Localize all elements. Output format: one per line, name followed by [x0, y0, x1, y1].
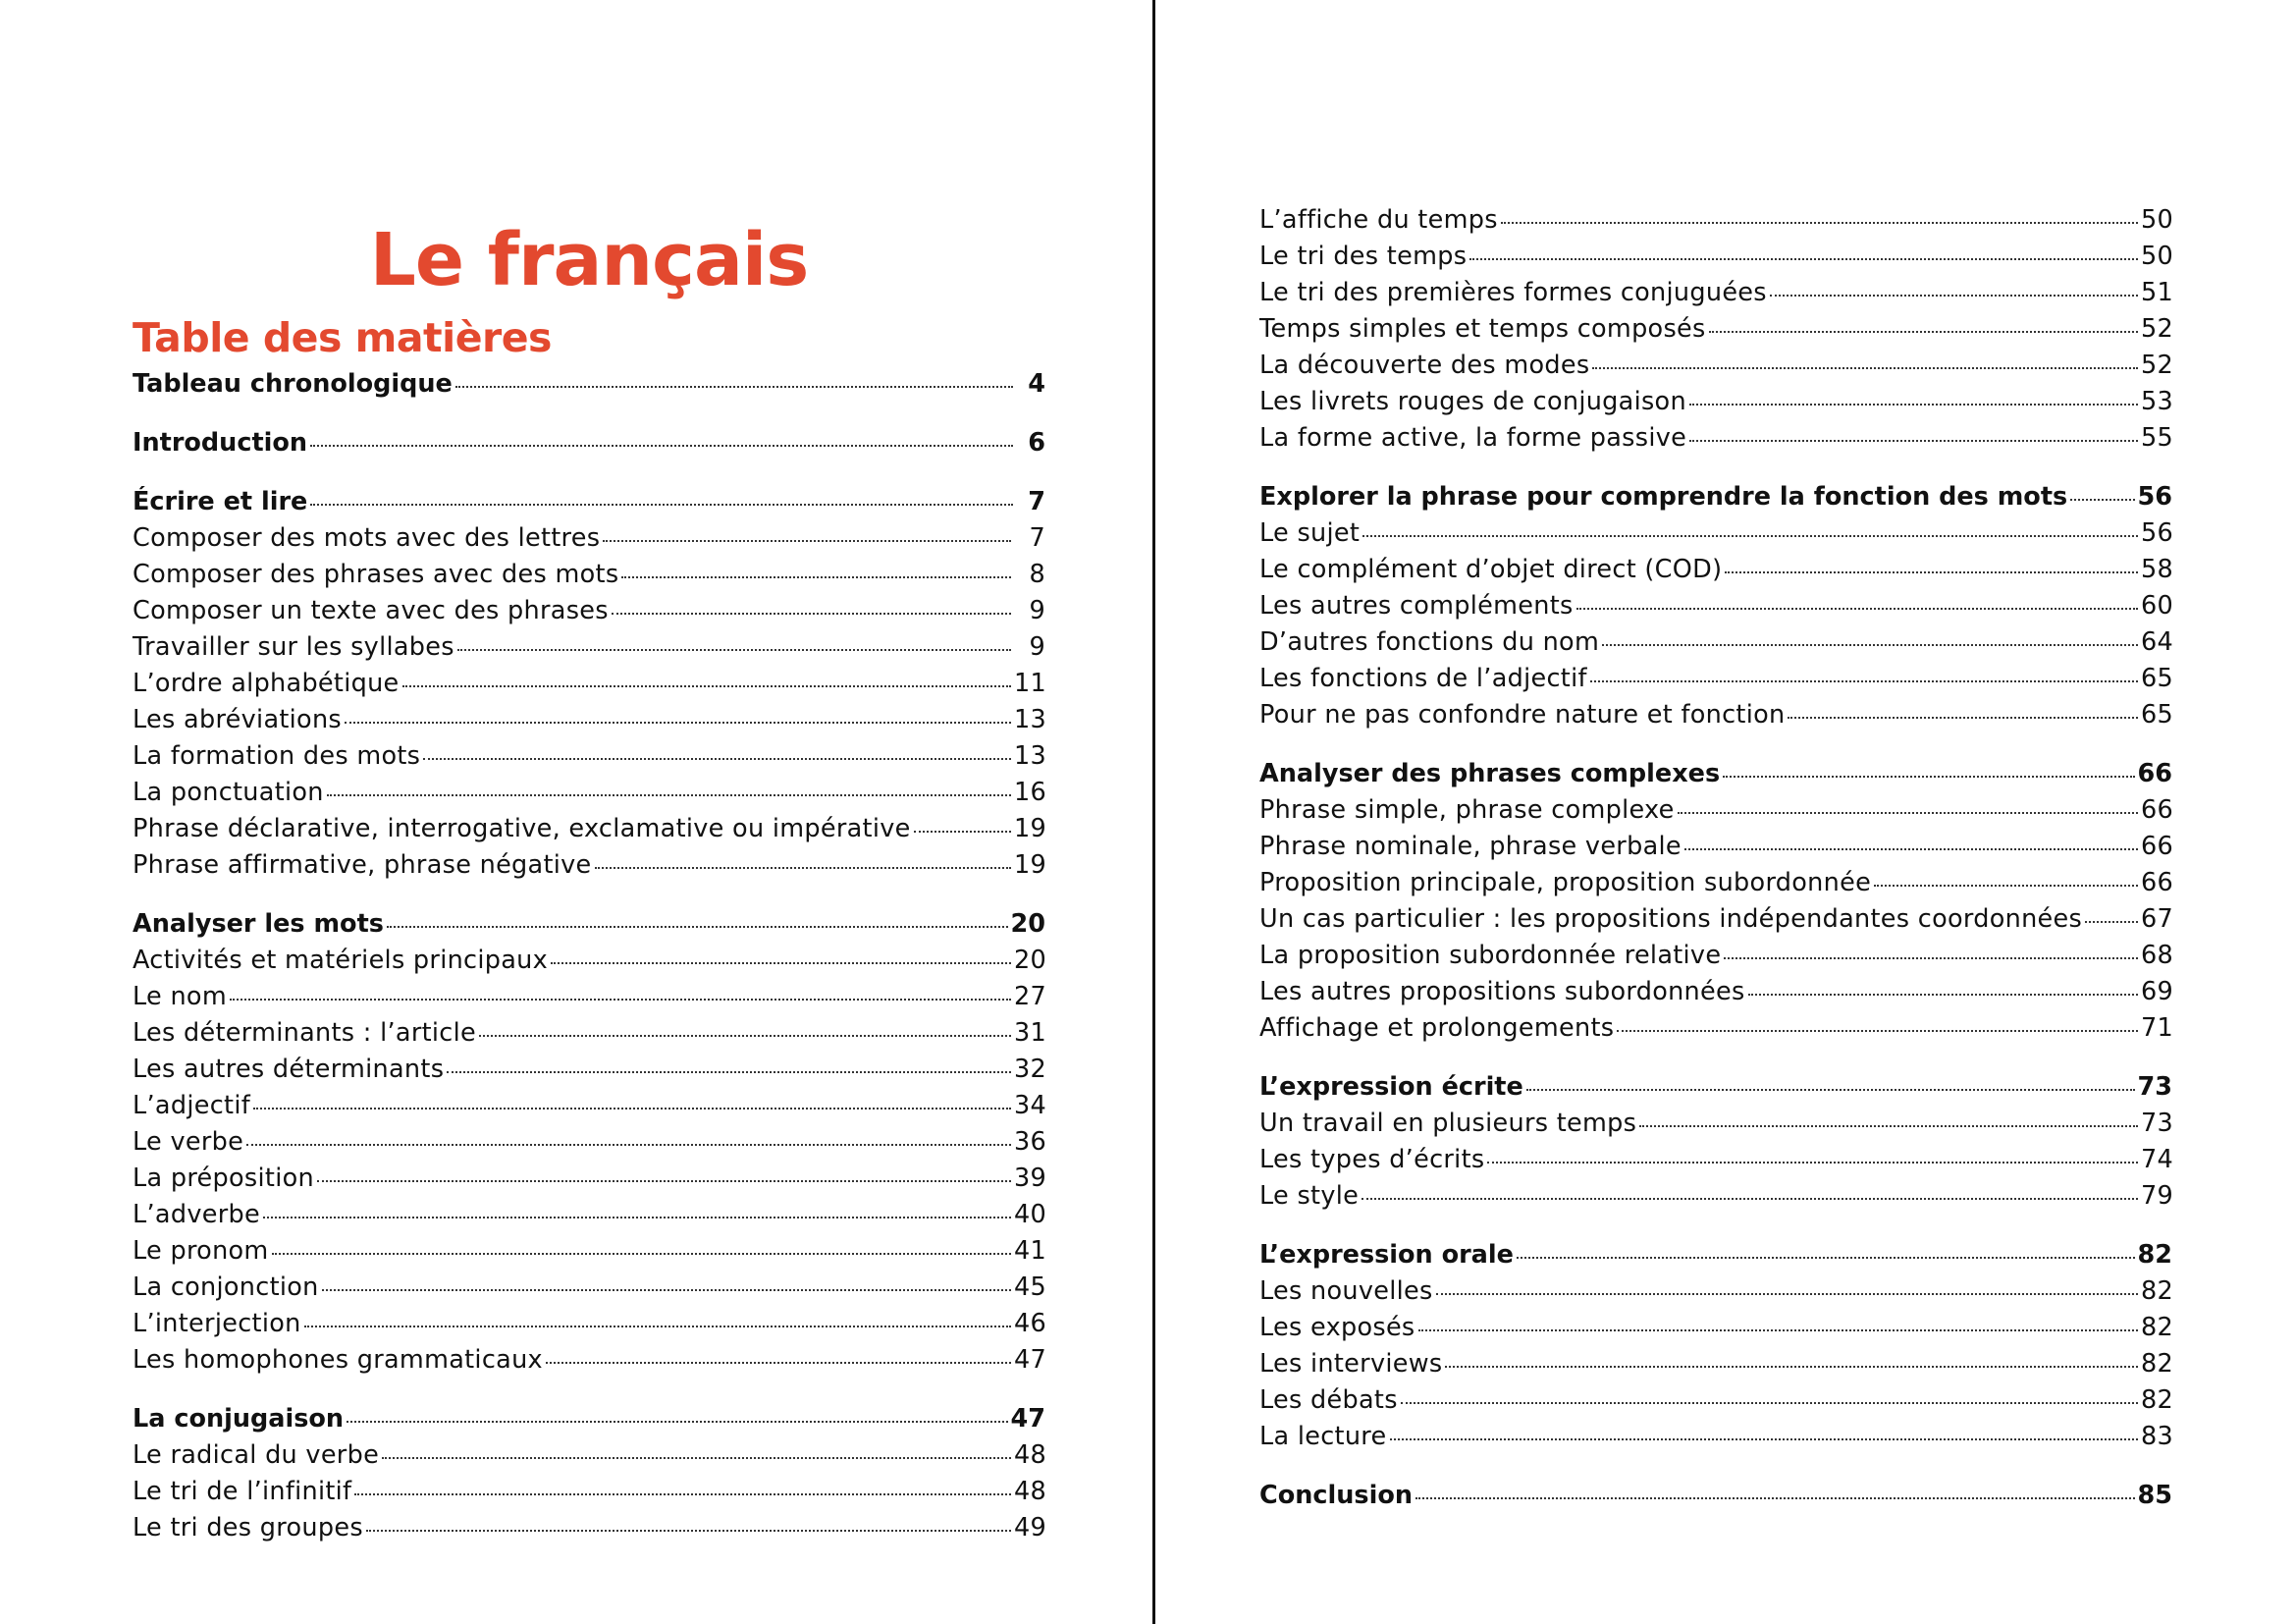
toc-entry-title: Conclusion	[1259, 1481, 1413, 1510]
toc-section	[1259, 1478, 2172, 1514]
toc-section-heading	[133, 1401, 1045, 1437]
dot-leader	[1469, 257, 2138, 260]
toc-section-heading	[1259, 1237, 2172, 1273]
dot-leader	[479, 1034, 1011, 1037]
toc-entry-title: Composer des mots avec des lettres	[133, 523, 601, 553]
toc-entry	[133, 1015, 1045, 1052]
dot-leader	[1526, 1088, 2135, 1091]
toc-entry	[133, 1510, 1045, 1546]
dot-leader	[1436, 1292, 2138, 1295]
toc-page-number: 34	[1014, 1091, 1047, 1120]
toc-section	[133, 425, 1045, 461]
toc-entry-title: Phrase simple, phrase complexe	[1259, 795, 1675, 825]
toc-page-number: 9	[1029, 596, 1045, 625]
toc-section	[1259, 1069, 2172, 1215]
dot-leader	[1445, 1365, 2138, 1368]
toc-entry-title: Le tri des premières formes conjuguées	[1259, 278, 1767, 307]
toc-entry-title: Les débats	[1259, 1385, 1398, 1415]
toc-entry-title: La préposition	[133, 1164, 314, 1193]
toc-right-column	[1259, 202, 2172, 1537]
toc-heading: Table des matières	[133, 314, 552, 362]
dot-leader	[1362, 1197, 2138, 1200]
dot-leader	[551, 961, 1011, 964]
toc-page-number: 71	[2141, 1013, 2174, 1043]
toc-entry	[133, 1437, 1045, 1474]
dot-leader	[1748, 993, 2138, 996]
toc-page-number: 41	[1014, 1236, 1047, 1266]
toc-entry-title: Introduction	[133, 428, 308, 458]
dot-leader	[317, 1179, 1011, 1182]
toc-entry	[133, 738, 1045, 775]
toc-entry-title: Tableau chronologique	[133, 369, 453, 399]
toc-page-number: 7	[1028, 487, 1045, 516]
dot-leader	[1517, 1256, 2135, 1259]
toc-entry-title: Le pronom	[133, 1236, 269, 1266]
toc-section-heading	[133, 484, 1045, 520]
toc-entry	[133, 847, 1045, 884]
toc-entry	[1259, 384, 2172, 420]
dot-leader	[1592, 366, 2138, 369]
toc-page-number: 56	[2141, 518, 2174, 548]
book-spine-divider	[1152, 0, 1155, 1624]
dot-leader	[1689, 439, 2138, 442]
toc-page-number: 13	[1014, 741, 1047, 771]
toc-entry	[133, 1233, 1045, 1270]
dot-leader	[1770, 294, 2138, 297]
toc-entry-title: Le radical du verbe	[133, 1440, 380, 1470]
toc-page-number: 47	[1010, 1404, 1045, 1434]
dot-leader	[1684, 847, 2138, 850]
toc-entry	[133, 1474, 1045, 1510]
toc-page-number: 4	[1028, 369, 1045, 399]
toc-entry	[1259, 829, 2172, 865]
toc-page-number: 82	[2137, 1240, 2172, 1270]
dot-leader	[310, 444, 1013, 447]
toc-entry	[133, 1052, 1045, 1088]
toc-entry-title: Un cas particulier : les propositions indépendantes coordonnées	[1259, 904, 2083, 934]
dot-leader	[1709, 330, 2138, 333]
toc-entry-title: Les autres compléments	[1259, 591, 1574, 621]
dot-leader	[447, 1070, 1011, 1073]
toc-entry-title: Le verbe	[133, 1127, 244, 1157]
toc-entry-title: Le tri des temps	[1259, 242, 1468, 271]
toc-page-number: 52	[2141, 351, 2174, 380]
toc-entry-title: Les interviews	[1259, 1349, 1443, 1379]
dot-leader	[1723, 775, 2134, 778]
toc-entry	[1259, 1273, 2172, 1310]
toc-entry-title: Composer des phrases avec des mots	[133, 560, 619, 589]
toc-page-number: 56	[2137, 482, 2172, 512]
toc-entry-title: Les types d’écrits	[1259, 1145, 1485, 1174]
toc-entry-title: La conjugaison	[133, 1404, 345, 1434]
toc-entry	[1259, 420, 2172, 457]
toc-page-number: 67	[2141, 904, 2174, 934]
dot-leader	[1689, 403, 2138, 406]
toc-entry-title: Le style	[1259, 1181, 1360, 1211]
dot-leader	[1788, 716, 2138, 719]
dot-leader	[382, 1456, 1011, 1459]
toc-entry-title: Les déterminants : l’article	[133, 1018, 476, 1048]
toc-entry-title: Le sujet	[1259, 518, 1361, 548]
toc-entry-title: Les fonctions de l’adjectif	[1259, 664, 1587, 693]
toc-entry	[1259, 1310, 2172, 1346]
toc-entry-title: Pour ne pas confondre nature et fonction	[1259, 700, 1786, 730]
toc-entry	[133, 593, 1045, 629]
toc-entry-title: Écrire et lire	[133, 487, 308, 516]
dot-leader	[1724, 956, 2138, 959]
toc-page-number: 55	[2141, 423, 2174, 453]
toc-page-number: 74	[2141, 1145, 2174, 1174]
dot-leader	[1678, 811, 2138, 814]
dot-leader	[327, 793, 1011, 796]
toc-page-number: 19	[1014, 850, 1047, 880]
toc-entry	[1259, 901, 2172, 938]
dot-leader	[246, 1143, 1011, 1146]
toc-entry	[133, 1161, 1045, 1197]
toc-page-number: 69	[2141, 977, 2174, 1006]
toc-page-number: 66	[2141, 868, 2174, 897]
toc-entry-title: L’affiche du temps	[1259, 205, 1498, 235]
dot-leader	[230, 998, 1011, 1001]
toc-entry	[133, 943, 1045, 979]
toc-entry-title: La lecture	[1259, 1422, 1387, 1451]
toc-section	[133, 366, 1045, 403]
toc-entry	[133, 1270, 1045, 1306]
toc-page-number: 64	[2141, 627, 2174, 657]
toc-entry-title: La découverte des modes	[1259, 351, 1590, 380]
dot-leader	[347, 1420, 1007, 1423]
dot-leader	[263, 1216, 1011, 1218]
toc-page-number: 79	[2141, 1181, 2174, 1211]
toc-section	[133, 906, 1045, 1379]
toc-page-number: 47	[1014, 1345, 1047, 1375]
dot-leader	[1418, 1328, 2138, 1331]
toc-entry-title: Les exposés	[1259, 1313, 1415, 1342]
toc-page-number: 51	[2141, 278, 2174, 307]
toc-page-number: 7	[1029, 523, 1045, 553]
toc-page-number: 66	[2141, 832, 2174, 861]
toc-page-number: 31	[1014, 1018, 1047, 1048]
toc-entry-title: L’interjection	[133, 1309, 301, 1338]
toc-entry	[133, 557, 1045, 593]
toc-page-number: 20	[1014, 946, 1047, 975]
toc-entry-title: Phrase nominale, phrase verbale	[1259, 832, 1682, 861]
toc-entry	[133, 1197, 1045, 1233]
dot-leader	[253, 1107, 1011, 1110]
toc-entry-title: Phrase déclarative, interrogative, exclamative ou impérative	[133, 814, 911, 843]
toc-entry	[133, 1088, 1045, 1124]
toc-entry-title: Un travail en plusieurs temps	[1259, 1109, 1637, 1138]
toc-page-number: 82	[2141, 1385, 2174, 1415]
toc-entry	[1259, 697, 2172, 733]
toc-entry-title: Le tri des groupes	[133, 1513, 363, 1543]
toc-entry-title: Temps simples et temps composés	[1259, 314, 1706, 344]
toc-entry-title: L’adverbe	[133, 1200, 260, 1229]
toc-entry-title: Les nouvelles	[1259, 1276, 1433, 1306]
toc-page-number: 73	[2137, 1072, 2172, 1102]
dot-leader	[546, 1361, 1011, 1364]
toc-section-heading	[133, 425, 1045, 461]
toc-section-heading	[1259, 1069, 2172, 1106]
toc-entry	[1259, 974, 2172, 1010]
dot-leader	[402, 684, 1011, 687]
toc-entry-title: D’autres fonctions du nom	[1259, 627, 1600, 657]
dot-leader	[1390, 1437, 2138, 1440]
dot-leader	[457, 648, 1011, 651]
toc-entry-title: Proposition principale, proposition subordonnée	[1259, 868, 1872, 897]
dot-leader	[1590, 679, 2138, 682]
toc-entry-title: L’expression écrite	[1259, 1072, 1523, 1102]
toc-entry	[1259, 1010, 2172, 1047]
toc-entry-title: L’adjectif	[133, 1091, 250, 1120]
toc-entry-title: La formation des mots	[133, 741, 421, 771]
toc-section	[1259, 756, 2172, 1047]
toc-section	[1259, 202, 2172, 457]
dot-leader	[272, 1252, 1011, 1255]
dot-leader	[1576, 607, 2138, 610]
toc-page-number: 65	[2141, 700, 2174, 730]
toc-entry-title: Le nom	[133, 982, 227, 1011]
toc-page-number: 46	[1014, 1309, 1047, 1338]
toc-entry-title: Affichage et prolongements	[1259, 1013, 1615, 1043]
toc-section-heading	[1259, 756, 2172, 792]
toc-entry	[1259, 202, 2172, 239]
toc-page-number: 82	[2141, 1313, 2174, 1342]
toc-entry	[1259, 1382, 2172, 1419]
dot-leader	[1617, 1029, 2138, 1032]
toc-page-number: 6	[1028, 428, 1045, 458]
dot-leader	[455, 385, 1013, 388]
toc-page-number: 58	[2141, 555, 2174, 584]
toc-entry	[1259, 661, 2172, 697]
toc-page-number: 73	[2141, 1109, 2174, 1138]
toc-page-number: 39	[1014, 1164, 1047, 1193]
toc-entry	[133, 811, 1045, 847]
toc-section-heading	[133, 366, 1045, 403]
toc-entry	[1259, 624, 2172, 661]
dot-leader	[1639, 1124, 2138, 1127]
toc-entry-title: Les autres déterminants	[133, 1055, 445, 1084]
dot-leader	[304, 1325, 1011, 1327]
toc-entry-title: Activités et matériels principaux	[133, 946, 549, 975]
toc-entry	[1259, 348, 2172, 384]
toc-page-number: 82	[2141, 1276, 2174, 1306]
toc-entry-title: Les autres propositions subordonnées	[1259, 977, 1745, 1006]
toc-entry	[1259, 311, 2172, 348]
dot-leader	[1501, 221, 2138, 224]
toc-entry	[1259, 1346, 2172, 1382]
toc-entry-title: Le tri de l’infinitif	[133, 1477, 352, 1506]
toc-entry-title: Analyser les mots	[133, 909, 384, 939]
toc-page-number: 32	[1014, 1055, 1047, 1084]
toc-entry-title: Les abréviations	[133, 705, 342, 734]
toc-entry	[133, 775, 1045, 811]
dot-leader	[1874, 884, 2138, 887]
page-title: Le français	[369, 217, 809, 302]
toc-entry-title: Composer un texte avec des phrases	[133, 596, 609, 625]
toc-entry-title: Le complément d’objet direct (COD)	[1259, 555, 1723, 584]
toc-entry-title: La conjonction	[133, 1272, 319, 1302]
toc-entry-title: Les livrets rouges de conjugaison	[1259, 387, 1686, 416]
toc-page-number: 19	[1014, 814, 1047, 843]
dot-leader	[2085, 920, 2138, 923]
toc-page-number: 60	[2141, 591, 2174, 621]
dot-leader	[603, 539, 1011, 542]
toc-section-heading	[133, 906, 1045, 943]
toc-page-number: 20	[1010, 909, 1045, 939]
toc-entry-title: Travailler sur les syllabes	[133, 632, 454, 662]
toc-entry	[1259, 865, 2172, 901]
toc-entry-title: L’ordre alphabétique	[133, 669, 400, 698]
dot-leader	[345, 721, 1011, 724]
toc-section	[133, 1401, 1045, 1546]
toc-entry	[1259, 1419, 2172, 1455]
dot-leader	[1487, 1161, 2138, 1164]
toc-section-heading	[1259, 479, 2172, 515]
toc-page-number: 13	[1014, 705, 1047, 734]
toc-page-number: 9	[1029, 632, 1045, 662]
toc-page-number: 82	[2141, 1349, 2174, 1379]
dot-leader	[1725, 570, 2138, 573]
toc-entry	[1259, 792, 2172, 829]
dot-leader	[322, 1288, 1011, 1291]
toc-entry	[133, 702, 1045, 738]
toc-section-heading	[1259, 1478, 2172, 1514]
dot-leader	[1602, 643, 2138, 646]
toc-entry	[133, 979, 1045, 1015]
dot-leader	[1401, 1401, 2138, 1404]
dot-leader	[1415, 1496, 2135, 1499]
toc-page-number: 66	[2141, 795, 2174, 825]
toc-entry-title: Explorer la phrase pour comprendre la fonction des mots	[1259, 482, 2068, 512]
toc-section	[1259, 1237, 2172, 1455]
dot-leader	[354, 1492, 1011, 1495]
toc-entry	[1259, 938, 2172, 974]
toc-entry	[133, 666, 1045, 702]
toc-entry-title: L’expression orale	[1259, 1240, 1514, 1270]
dot-leader	[310, 503, 1013, 506]
dot-leader	[914, 830, 1011, 833]
toc-page-number: 85	[2137, 1481, 2172, 1510]
dot-leader	[612, 612, 1011, 615]
toc-entry	[1259, 515, 2172, 552]
toc-page-number: 50	[2141, 205, 2174, 235]
toc-entry-title: Les homophones grammaticaux	[133, 1345, 543, 1375]
toc-entry-title: La proposition subordonnée relative	[1259, 941, 1722, 970]
toc-left-column	[133, 366, 1045, 1569]
toc-page-number: 65	[2141, 664, 2174, 693]
dot-leader	[366, 1529, 1011, 1532]
toc-page-number: 11	[1014, 669, 1047, 698]
toc-page-number: 83	[2141, 1422, 2174, 1451]
toc-page-number: 36	[1014, 1127, 1047, 1157]
toc-section	[133, 484, 1045, 884]
dot-leader	[621, 575, 1011, 578]
toc-entry	[1259, 1142, 2172, 1178]
toc-entry-title: La ponctuation	[133, 778, 324, 807]
toc-page-number: 48	[1014, 1440, 1047, 1470]
toc-page-number: 66	[2137, 759, 2172, 788]
toc-entry	[133, 1306, 1045, 1342]
toc-entry	[1259, 1106, 2172, 1142]
dot-leader	[2070, 498, 2134, 501]
dot-leader	[595, 866, 1011, 869]
toc-page-number: 49	[1014, 1513, 1047, 1543]
toc-section	[1259, 479, 2172, 733]
toc-page-number: 48	[1014, 1477, 1047, 1506]
toc-page-number: 40	[1014, 1200, 1047, 1229]
toc-page-number: 68	[2141, 941, 2174, 970]
toc-entry	[1259, 239, 2172, 275]
toc-page-number: 8	[1029, 560, 1045, 589]
dot-leader	[387, 925, 1008, 928]
toc-entry	[133, 1342, 1045, 1379]
toc-entry	[1259, 275, 2172, 311]
dot-leader	[423, 757, 1011, 760]
toc-entry	[1259, 1178, 2172, 1215]
toc-entry-title: Phrase affirmative, phrase négative	[133, 850, 592, 880]
toc-page-number: 45	[1014, 1272, 1047, 1302]
toc-entry	[133, 1124, 1045, 1161]
toc-entry-title: La forme active, la forme passive	[1259, 423, 1687, 453]
toc-page-number: 52	[2141, 314, 2174, 344]
toc-entry	[133, 520, 1045, 557]
toc-entry-title: Analyser des phrases complexes	[1259, 759, 1721, 788]
toc-page-number: 50	[2141, 242, 2174, 271]
toc-page-number: 27	[1014, 982, 1047, 1011]
dot-leader	[1362, 534, 2138, 537]
toc-entry	[133, 629, 1045, 666]
toc-page-number: 53	[2141, 387, 2174, 416]
toc-page-number: 16	[1014, 778, 1047, 807]
toc-entry	[1259, 552, 2172, 588]
toc-entry	[1259, 588, 2172, 624]
